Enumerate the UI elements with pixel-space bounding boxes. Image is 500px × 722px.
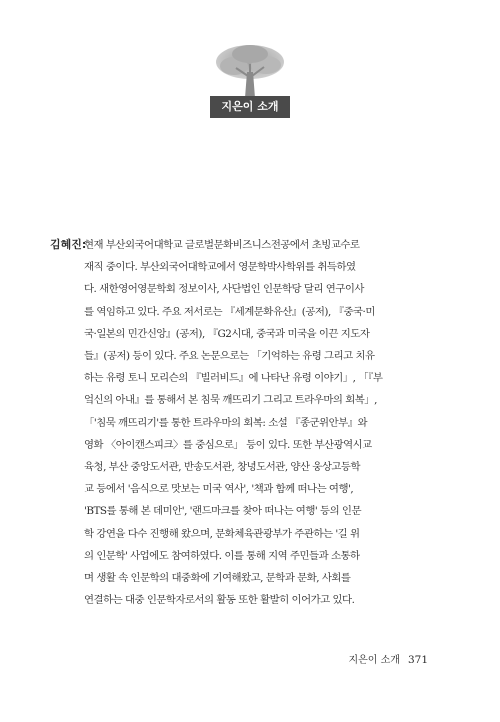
footer-section-label: 지은이 소개 bbox=[348, 655, 400, 666]
page-footer bbox=[338, 651, 428, 666]
bio-line: 영화 〈아이캔스피크〉를 중심으로」 등이 있다. 또한 부산광역시교 bbox=[84, 438, 372, 451]
bio-line: 를 역임하고 있다. 주요 저서로는 『세계문화유산』(공저), 『중국·미 bbox=[84, 305, 375, 318]
bio-line: 학 강연을 다수 진행해 왔으며, 문화체육관광부가 주관하는 '길 위 bbox=[84, 527, 360, 540]
bio-line: 다. 새한영어영문학회 정보이사, 사단법인 인문학당 달리 연구이사 bbox=[84, 283, 364, 296]
bio-line: 의 인문학' 사업에도 참여하였다. 이를 통해 지역 주민들과 소통하 bbox=[84, 549, 360, 562]
bio-line: 하는 유령 토니 모리슨의 『빌러비드』에 나타난 유령 이야기」, 「『부 bbox=[84, 372, 383, 385]
bio-line: 재직 중이다. 부산외국어대학교에서 영문학박사학위를 취득하였 bbox=[84, 261, 356, 274]
bio-line: 연결하는 대중 인문학자로서의 활동 또한 활발히 이어가고 있다. bbox=[84, 594, 355, 607]
section-label: 지은이 소개 bbox=[210, 96, 290, 118]
author-name: 김혜진: bbox=[50, 238, 87, 251]
bio-line: 엌신의 아내』를 통해서 본 침묵 깨뜨리기 그리고 트라우마의 회복」, bbox=[84, 394, 377, 407]
bio-line: 'BTS를 통해 본 데미안', '랜드마크를 찾아 떠나는 여행' 등의 인문 bbox=[84, 505, 361, 518]
bio-line: 며 생활 속 인문학의 대중화에 기여해왔고, 문학과 문화, 사회를 bbox=[84, 572, 351, 585]
bio-line: 교 등에서 '음식으로 맛보는 미국 역사', '책과 함께 떠나는 여행', bbox=[84, 483, 354, 496]
page-number: 371 bbox=[407, 654, 428, 666]
bio-line: 들』(공저) 등이 있다. 주요 논문으로는 「기억하는 유령 그리고 치유 bbox=[84, 350, 375, 363]
author-bio bbox=[50, 234, 436, 611]
bio-line: 육청, 부산 중앙도서관, 반송도서관, 창녕도서관, 양산 웅상고등학 bbox=[84, 461, 360, 474]
tree-illustration bbox=[214, 42, 286, 100]
bio-line: 국·일본의 민간신앙』(공저), 『G2시대, 중국과 미국을 이끈 지도자 bbox=[84, 327, 370, 340]
bio-line: 현재 부산외국어대학교 글로벌문화비즈니스전공에서 초빙교수로 bbox=[84, 239, 360, 251]
bio-line: 「'침묵 깨뜨리기'를 통한 트라우마의 회복: 소설 『종군위안부』와 bbox=[84, 416, 368, 429]
